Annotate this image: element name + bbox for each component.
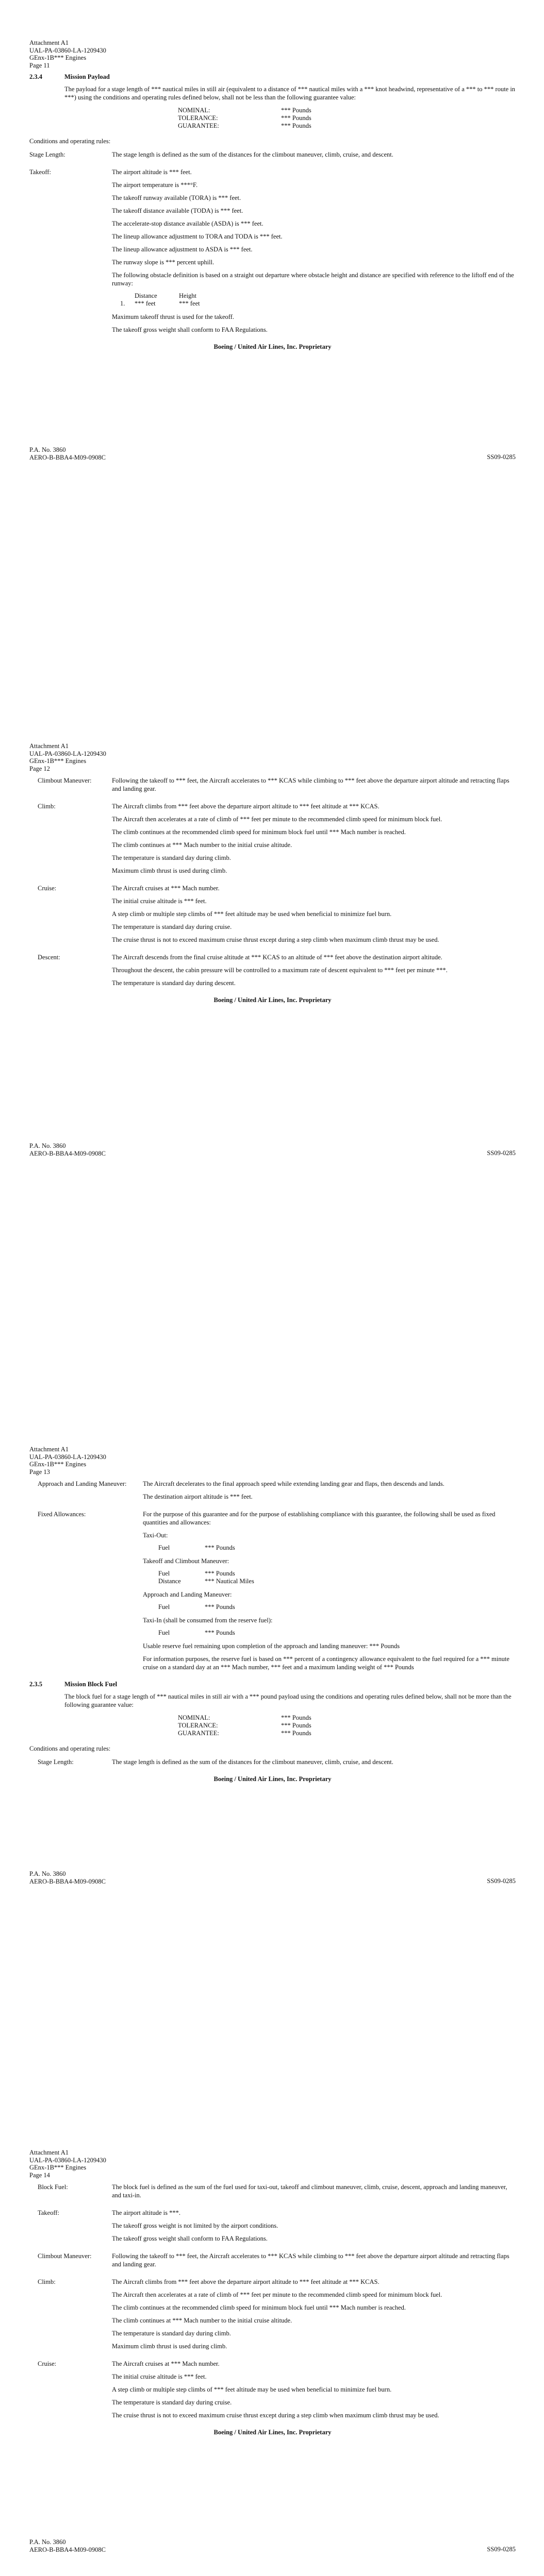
row-text: The takeoff distance available (TODA) is *** feet.: [112, 207, 243, 214]
row-text: The temperature is standard day during climb.: [112, 854, 231, 861]
guarantee-table: [178, 107, 516, 130]
header-attachment: Attachment A1: [29, 742, 69, 750]
footer-pa: P.A. No. 3860: [29, 446, 66, 453]
header-engines: GEnx-1B*** Engines: [29, 1461, 87, 1468]
footer-code: SS09-0285: [487, 2546, 516, 2553]
row-text: The climb continues at the recommended climb speed for minimum block fuel until *** Mach number is reached.: [112, 2304, 406, 2311]
row-text: The climb continues at *** Mach number to the initial cruise altitude.: [112, 2317, 292, 2324]
fuel-key: Fuel: [158, 1603, 170, 1611]
obstacle-table: [120, 292, 516, 308]
proprietary-notice: Boeing / United Air Lines, Inc. Proprietary: [213, 996, 332, 1004]
footer-doc: AERO-B-BBA4-M09-0908C: [29, 1877, 106, 1885]
row-label: Stage Length:: [29, 151, 65, 158]
row-text: The takeoff gross weight shall conform to FAA Regulations.: [112, 326, 268, 333]
footer-doc: AERO-B-BBA4-M09-0908C: [29, 1149, 106, 1157]
header-page-number: Page 11: [29, 61, 50, 69]
page-footer: [29, 446, 516, 461]
page-footer: [29, 1142, 516, 1157]
row-text: The lineup allowance adjustment to ASDA is *** feet.: [112, 246, 253, 253]
header-contract: UAL-PA-03860-LA-1209430: [29, 2156, 106, 2164]
header-attachment: Attachment A1: [29, 1446, 69, 1453]
row-text: The airport temperature is ***°F.: [112, 181, 198, 189]
obstacle-header-height: Height: [179, 292, 197, 299]
row-text: The airport altitude is ***.: [112, 2209, 180, 2216]
row-label: Fixed Allowances:: [38, 1511, 86, 1518]
row-text: The temperature is standard day during cruise.: [112, 2399, 232, 2406]
guarantee-key: GUARANTEE:: [178, 1730, 219, 1737]
section-title: Mission Block Fuel: [64, 1681, 118, 1688]
header-engines: GEnx-1B*** Engines: [29, 2164, 87, 2171]
row-text: The Aircraft cruises at *** Mach number.: [112, 885, 220, 892]
row-text: The following obstacle definition is based on a straight out departure where obstacle height and distance are specified with reference to the liftoff end of the runway:: [112, 272, 514, 287]
conditions-heading: Conditions and operating rules:: [29, 1745, 111, 1752]
row-text: The block fuel is defined as the sum of the fuel used for taxi-out, takeoff and climbout maneuver, climb, cruise, descent, approach and landing maneuver, and taxi-in.: [112, 2183, 507, 2199]
section-number: 2.3.5: [29, 1681, 42, 1688]
row-text: The cruise thrust is not to exceed maximum cruise thrust except during a step climb when maximum climb thrust may be used.: [112, 2412, 439, 2419]
page-13: [0, 1406, 544, 2110]
row-text: The cruise thrust is not to exceed maximum cruise thrust except during a step climb when maximum climb thrust may be used.: [112, 936, 439, 943]
row-text: The climb continues at *** Mach number to the initial cruise altitude.: [112, 841, 292, 849]
fuel-key: Fuel: [158, 1570, 170, 1577]
fuel-value: *** Pounds: [205, 1570, 235, 1577]
page-14: [0, 2110, 544, 2576]
row-text: The Aircraft climbs from *** feet above the departure airport altitude to *** feet altitude at *** KCAS.: [112, 803, 380, 810]
taxi-out-title: Taxi-Out:: [143, 1532, 168, 1539]
row-text: Maximum climb thrust is used during climb.: [112, 2343, 227, 2350]
row-text: The climb continues at the recommended climb speed for minimum block fuel until *** Mach number is reached.: [112, 828, 406, 836]
obstacle-index: 1.: [120, 300, 125, 307]
guarantee-key: NOMINAL:: [178, 1714, 210, 1721]
header-page-number: Page 13: [29, 1468, 50, 1476]
row-text: The accelerate-stop distance available (ASDA) is *** feet.: [112, 220, 263, 227]
row-label: Cruise:: [38, 885, 57, 892]
fuel-value: *** Pounds: [205, 1603, 235, 1611]
row-label: Climb:: [38, 2278, 56, 2285]
guarantee-value: *** Pounds: [281, 114, 311, 122]
row-text: The lineup allowance adjustment to TORA and TODA is *** feet.: [112, 233, 283, 240]
row-text: The temperature is standard day during climb.: [112, 2330, 231, 2337]
guarantee-key: NOMINAL:: [178, 107, 210, 114]
row-text: The Aircraft cruises at *** Mach number.: [112, 2360, 220, 2367]
guarantee-key: TOLERANCE:: [178, 114, 218, 122]
row-label: Block Fuel:: [38, 2183, 68, 2191]
conditions-heading: Conditions and operating rules:: [29, 138, 111, 145]
header-contract: UAL-PA-03860-LA-1209430: [29, 750, 106, 757]
footer-pa: P.A. No. 3860: [29, 1870, 66, 1877]
footer-pa: P.A. No. 3860: [29, 1142, 66, 1149]
page-header: [29, 39, 106, 69]
row-text: The runway slope is *** percent uphill.: [112, 259, 215, 266]
fuel-value: *** Pounds: [205, 1629, 235, 1636]
approach-landing-title: Approach and Landing Maneuver:: [143, 1591, 232, 1598]
page-header: [29, 742, 106, 772]
taxi-in-title: Taxi-In (shall be consumed from the reserve fuel):: [143, 1617, 273, 1624]
row-text: The stage length is defined as the sum of the distances for the climbout maneuver, climb, cruise, and descent.: [112, 1758, 393, 1766]
row-label: Takeoff:: [29, 168, 51, 176]
obstacle-height: *** feet: [179, 300, 200, 307]
page-footer: [29, 2538, 516, 2553]
footer-code: SS09-0285: [487, 453, 516, 461]
guarantee-key: GUARANTEE:: [178, 122, 219, 129]
row-text: The takeoff gross weight shall conform to FAA Regulations.: [112, 2235, 268, 2242]
row-text: The takeoff gross weight is not limited by the airport conditions.: [112, 2222, 278, 2229]
footer-code: SS09-0285: [487, 1877, 516, 1885]
header-contract: UAL-PA-03860-LA-1209430: [29, 46, 106, 54]
fixed-allowances: [143, 1510, 516, 1676]
footer-doc: AERO-B-BBA4-M09-0908C: [29, 2546, 106, 2553]
section-number: 2.3.4: [29, 73, 42, 80]
footer-code: SS09-0285: [487, 1149, 516, 1157]
row-text: The takeoff runway available (TORA) is *** feet.: [112, 194, 241, 201]
row-text: A step climb or multiple step climbs of *** feet altitude may be used when beneficial to minimize fuel burn.: [112, 2386, 392, 2393]
proprietary-notice: Boeing / United Air Lines, Inc. Proprietary: [213, 343, 332, 350]
row-text: The Aircraft climbs from *** feet above the departure airport altitude to *** feet altitude at *** KCAS.: [112, 2278, 380, 2285]
row-text: The initial cruise altitude is *** feet.: [112, 897, 207, 905]
fuel-value: *** Pounds: [205, 1544, 235, 1551]
page-11: [0, 0, 544, 703]
row-text: The initial cruise altitude is *** feet.: [112, 2373, 207, 2380]
header-engines: GEnx-1B*** Engines: [29, 757, 87, 765]
header-attachment: Attachment A1: [29, 39, 69, 46]
section-heading: [29, 73, 516, 81]
proprietary-notice: Boeing / United Air Lines, Inc. Proprietary: [213, 1775, 332, 1783]
header-attachment: Attachment A1: [29, 2149, 69, 2156]
page-12: [0, 703, 544, 1406]
reserve-info: For information purposes, the reserve fuel is based on *** percent of a contingency allowance equivalent to the fuel required for a *** minute cruise on a standard day at an *** Mach number, *** feet and a maximum landing weight of *** Pounds: [143, 1655, 509, 1671]
row-label: Approach and Landing Maneuver:: [38, 1480, 127, 1487]
row-text: Maximum climb thrust is used during climb.: [112, 867, 227, 874]
usable-reserve: Usable reserve fuel remaining upon completion of the approach and landing maneuver: *** Pounds: [143, 1642, 400, 1650]
page-header: [29, 2149, 106, 2179]
distance-value: *** Nautical Miles: [205, 1578, 254, 1585]
fuel-key: Fuel: [158, 1544, 170, 1551]
row-text: The Aircraft then accelerates at a rate of climb of *** feet per minute to the recommended climb speed for minimum block fuel.: [112, 2291, 442, 2298]
header-page-number: Page 14: [29, 2171, 50, 2179]
guarantee-value: *** Pounds: [281, 1730, 311, 1737]
row-text: The Aircraft descends from the final cruise altitude at *** KCAS to an altitude of *** feet above the destination airport altitude.: [112, 954, 442, 961]
obstacle-distance: *** feet: [135, 300, 156, 307]
row-label: Climb:: [38, 803, 56, 810]
row-text: Throughout the descent, the cabin pressure will be controlled to a maximum rate of descent equivalent to *** feet per minute ***.: [112, 967, 448, 974]
header-contract: UAL-PA-03860-LA-1209430: [29, 1453, 106, 1461]
guarantee-value: *** Pounds: [281, 107, 311, 114]
row-label: Takeoff:: [38, 2209, 59, 2216]
section-title: Mission Payload: [64, 73, 110, 80]
fuel-key: Fuel: [158, 1629, 170, 1636]
takeoff-conditions: [112, 168, 516, 338]
guarantee-table: [178, 1714, 516, 1737]
section-heading: [29, 1681, 516, 1688]
row-label: Descent:: [38, 954, 60, 961]
row-text: Following the takeoff to *** feet, the Aircraft accelerates to *** KCAS while climbing to *** feet above the departure airport altitude and retracting flaps and landing gear.: [112, 2252, 509, 2268]
row-text: A step climb or multiple step climbs of *** feet altitude may be used when beneficial to minimize fuel burn.: [112, 910, 392, 918]
guarantee-value: *** Pounds: [281, 122, 311, 129]
row-text: The Aircraft then accelerates at a rate of climb of *** feet per minute to the recommended climb speed for minimum block fuel.: [112, 816, 442, 823]
page-footer: [29, 1870, 516, 1885]
guarantee-value: *** Pounds: [281, 1722, 311, 1729]
distance-key: Distance: [158, 1578, 181, 1585]
header-page-number: Page 12: [29, 765, 50, 772]
row-text: Following the takeoff to *** feet, the Aircraft accelerates to *** KCAS while climbing to *** feet above the departure airport altitude and retracting flaps and landing gear.: [112, 777, 509, 792]
row-text: The temperature is standard day during cruise.: [112, 923, 232, 930]
row-text: The destination airport altitude is *** feet.: [143, 1493, 253, 1500]
row-text: The airport altitude is *** feet.: [112, 168, 192, 176]
row-label: Climbout Maneuver:: [38, 777, 92, 784]
row-text: The Aircraft decelerates to the final approach speed while extending landing gear and flaps, then descends and lands.: [143, 1480, 444, 1487]
proprietary-notice: Boeing / United Air Lines, Inc. Proprietary: [213, 2429, 332, 2436]
row-text: Maximum takeoff thrust is used for the takeoff.: [112, 313, 234, 320]
row-text: The temperature is standard day during descent.: [112, 979, 236, 987]
page-header: [29, 1446, 106, 1476]
guarantee-key: TOLERANCE:: [178, 1722, 218, 1729]
header-engines: GEnx-1B*** Engines: [29, 54, 87, 61]
footer-pa: P.A. No. 3860: [29, 2538, 66, 2546]
row-label: Cruise:: [38, 2360, 57, 2367]
row-label: Climbout Maneuver:: [38, 2252, 92, 2260]
row-text: For the purpose of this guarantee and for the purpose of establishing compliance with this guarantee, the following shall be used as fixed quantities and allowances:: [143, 1511, 496, 1526]
footer-doc: AERO-B-BBA4-M09-0908C: [29, 453, 106, 461]
intro-paragraph: The payload for a stage length of *** nautical miles in still air (equivalent to a distance of *** nautical miles with a *** knot headwind, representative of a *** to *** route in ***) using the conditions and operating rules defined below, shall not be less than the following guarantee value:: [64, 86, 516, 101]
obstacle-header-distance: Distance: [135, 292, 157, 299]
row-text: The stage length is defined as the sum of the distances for the climbout maneuver, climb, cruise, and descent.: [112, 151, 393, 158]
guarantee-value: *** Pounds: [281, 1714, 311, 1721]
intro-paragraph: The block fuel for a stage length of *** nautical miles in still air with a *** pound payload using the conditions and operating rules defined below, shall not be more than the following guarantee value:: [64, 1693, 512, 1708]
row-label: Stage Length:: [38, 1758, 74, 1766]
climbout-title: Takeoff and Climbout Maneuver:: [143, 1557, 229, 1565]
